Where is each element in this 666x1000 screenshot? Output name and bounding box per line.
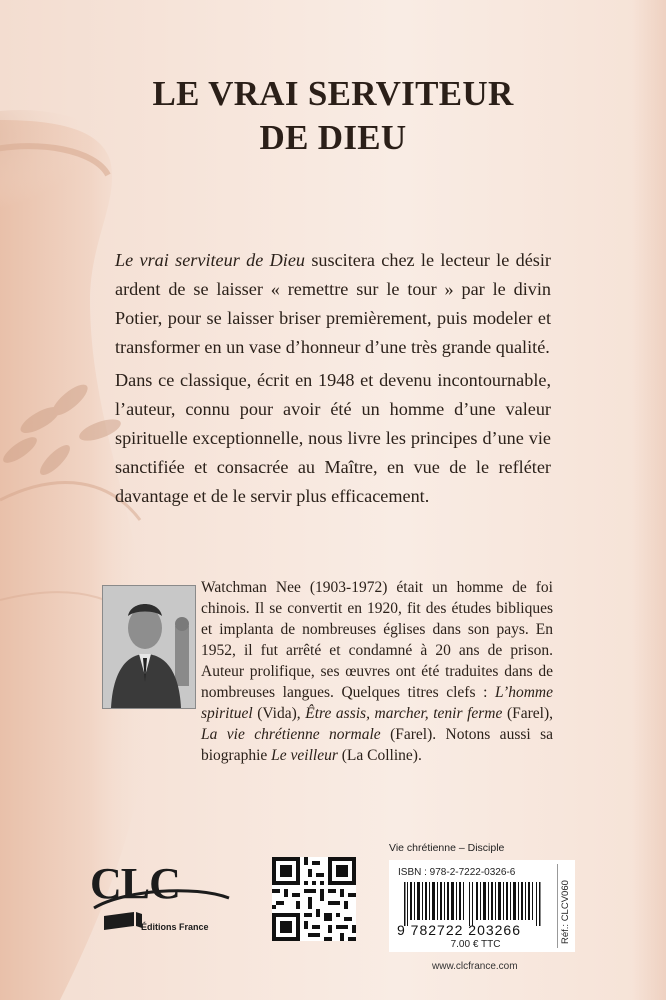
book-title-italic: Le vrai serviteur de Dieu — [115, 250, 305, 270]
title-line-1: LE VRAI SERVITEUR — [152, 74, 514, 113]
bio-book-title-3: La vie chrétienne normale — [201, 726, 381, 743]
reference-code: Réf.: CLCV060 — [560, 880, 571, 944]
author-biography — [201, 577, 553, 766]
book-title — [0, 72, 666, 160]
bio-text-4: (Farel). Notons aussi sa biographie — [201, 726, 553, 764]
bio-text-3: (Farel), — [502, 705, 553, 722]
isbn-label: ISBN : 978-2-7222-0326-6 — [398, 867, 516, 878]
category-label: Vie chrétienne – Disciple — [389, 842, 505, 854]
bio-text-1: Watchman Nee (1903-1972) était un homme de foi chinois. Il se convertit en 1920, fit des études bibliques et implanta de nombreuses églises dans son pays. En 1952, il fut arrêté et condamné à 20 ans de prison. Auteur prolifique, ses œuvres ont été traduites dans de nombreuses langues. Quelques titres clefs : — [201, 579, 553, 701]
bio-book-title-4: Le veilleur — [271, 747, 338, 764]
bio-book-title-1: L’homme spirituel — [201, 684, 553, 722]
website-url: www.clcfrance.com — [432, 961, 518, 972]
publisher-logo-subtitle: Éditions France — [141, 922, 209, 932]
bio-text-5: (La Colline). — [337, 747, 422, 764]
description-paragraph-1 — [115, 246, 551, 362]
reference-code-box — [557, 864, 572, 948]
bio-book-title-2: Être assis, marcher, tenir ferme — [305, 705, 503, 722]
barcode-icon — [398, 882, 553, 926]
qr-code-icon — [272, 857, 356, 941]
publisher-logo-text: CLC — [90, 859, 180, 908]
bio-text-2: (Vida), — [252, 705, 306, 722]
author-portrait-icon — [103, 586, 195, 708]
paragraph1-text: suscitera chez le lecteur le désir ardent de se laisser « remettre sur le tour » par le divin Potier, pour se laisser briser premièrement, puis modeler et transformer en un vase d’honneur d’une très grande qualité. — [115, 250, 551, 357]
author-photo — [102, 585, 196, 709]
barcode-number: 9 782722 203266 — [397, 922, 521, 938]
description-paragraph-2: Dans ce classique, écrit en 1948 et devenu incontournable, l’auteur, connu pour avoir été un homme d’une valeur spirituelle exceptionnelle, nous livre les principes d’une vie sanctifiée et consacrée au Maître, en vue de le refléter davantage et de le servir plus efficacement. — [115, 370, 551, 506]
price-label: 7.00 € TTC — [450, 939, 501, 950]
title-line-2: DE DIEU — [259, 118, 407, 157]
